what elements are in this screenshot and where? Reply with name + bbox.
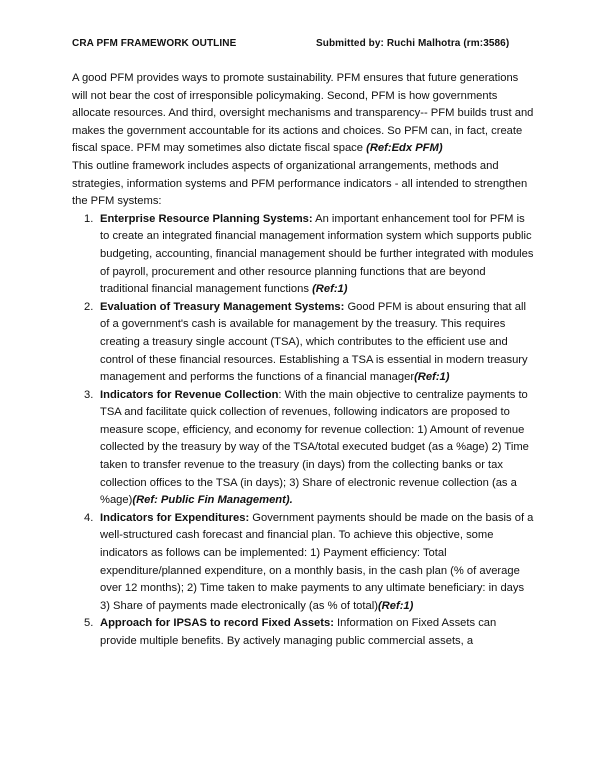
outline-intro-paragraph: This outline framework includes aspects of organizational arrangements, methods and strategies, information systems and PFM performance indicators - all intended to strengthen the PFM systems: (72, 159, 528, 208)
item-heading: Indicators for Revenue Collection (100, 388, 279, 401)
intro-text: A good PFM provides ways to promote sustainability. PFM ensures that future generations will not bear the cost of irresponsible policymaking. Second, PFM is how governments allocate resources. And third, oversight mechanisms and transparency-- PFM builds trust and makes the government accountable for its actions and choices. So PFM can, in fact, create fiscal space. PFM may sometimes also dictate fiscal space (72, 72, 534, 155)
item-text: Government payments should be made on the basis of a well-structured cash forecast and financial plan. To achieve this objective, some indicators as follows can be implemented: 1) Payment efficiency: Total expenditure/planned expenditure, on a monthly basis, in the cash plan (% of average over 12 months); 2) Time taken to make payments to any ultimate beneficiary: in days 3) Share of payments made electronically (as % of total) (100, 511, 534, 612)
outline-list (72, 211, 534, 651)
item-text: : With the main objective to centralize payments to TSA and facilitate quick collection of revenues, following indicators are proposed to measure scope, efficiency, and economy for revenue collection: 1) Amount of revenue collected by the treasury by way of the TSA/total executed budget (as a %age) 2) Time taken to transfer revenue to the treasury (in days) from the collecting banks or tax collection offices to the TSA (in days); 3) Share of electronic revenue collection (as a %age) (100, 388, 529, 507)
list-item (72, 510, 534, 616)
item-number: 1. (84, 212, 94, 225)
item-text: Information on Fixed Assets can provide multiple benefits. By actively managing public commercial assets, a (100, 617, 497, 647)
item-heading: Indicators for Expenditures: (100, 511, 250, 524)
item-ref: (Ref:1) (377, 599, 414, 612)
list-item (72, 211, 534, 299)
intro-paragraph (72, 70, 534, 158)
list-item (72, 387, 534, 510)
list-item (72, 299, 534, 387)
item-heading: Approach for IPSAS to record Fixed Assets: (100, 617, 334, 630)
item-number: 3. (84, 388, 94, 401)
item-heading: Evaluation of Treasury Management Systems: (100, 300, 345, 313)
list-item (72, 615, 534, 650)
item-ref: (Ref:1) (312, 283, 348, 296)
item-number: 5. (84, 617, 94, 630)
item-heading: Enterprise Resource Planning Systems: (100, 212, 313, 225)
intro-ref: (Ref:Edx PFM) (366, 142, 443, 155)
item-number: 2. (84, 300, 94, 313)
item-text: An important enhancement tool for PFM is to create an integrated financial management information system which supports public budgeting, accounting, financial management should be further integrated with modules of payroll, procurement and other resource planning functions that are beyond traditional financial management functions (100, 212, 534, 296)
item-text: Good PFM is about ensuring that all of a government's cash is available for management by the treasury. This requires creating a treasury single account (TSA), which contributes to the efficient use and control of these financial resources. Establishing a TSA is essential in modern treasury management and performs the functions of a financial manager (100, 300, 528, 384)
item-ref: (Ref:1) (414, 371, 450, 384)
document-title: CRA PFM FRAMEWORK OUTLINE (72, 38, 237, 49)
item-number: 4. (84, 511, 94, 524)
document-body (72, 70, 534, 651)
item-ref: (Ref: Public Fin Management). (132, 494, 293, 507)
submitted-by: Submitted by: Ruchi Malhotra (rm:3586) (316, 38, 510, 49)
